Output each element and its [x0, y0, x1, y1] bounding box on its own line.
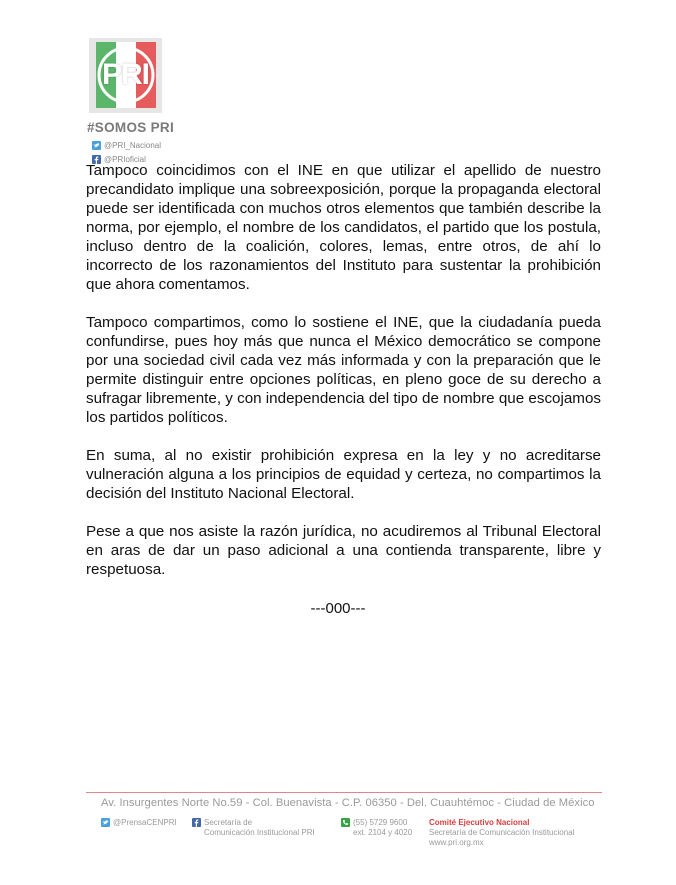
header-twitter: [92, 141, 161, 150]
footer-twitter: [101, 818, 177, 828]
footer-website: www.pri.org.mx: [429, 838, 484, 847]
paragraph-3: En suma, al no existir prohibición expresa en la ley y no acreditarse vulneración alguna a los principios de equidad y certeza, no compartimos la decisión del Instituto Nacional Electoral.: [86, 447, 601, 502]
footer-facebook: [192, 818, 315, 838]
phone-icon: [341, 818, 350, 827]
footer-organization: [429, 818, 574, 848]
hashtag: #SOMOS PRI: [87, 120, 175, 135]
paragraph-4: Pese a que nos asiste la razón jurídica, no acudiremos al Tribunal Electoral en aras de dar un paso adicional a una contienda transparente, libre y respetuosa.: [86, 523, 601, 578]
footer-org-name: Comité Ejecutivo Nacional: [429, 818, 530, 827]
paragraph-1: Tampoco coincidimos con el INE en que utilizar el apellido de nuestro precandidato implique una sobreexposición, porque la propaganda electoral puede ser identificada con muchos otros elementos que también describe la norma, por ejemplo, el nombre de los candidatos, el partido que los postula, incluso dentro de la coalición, colores, lemas, entre otros, de ahí lo incorrecto de los razonamientos del Instituto para sustentar la prohibición que ahora comentamos.: [86, 162, 601, 293]
twitter-icon: [92, 141, 101, 150]
footer-facebook-line1: Secretaría de: [204, 818, 253, 827]
paragraph-2: Tampoco compartimos, como lo sostiene el INE, que la ciudadanía pueda confundirse, pues hoy más que nunca el México democrático se compone por una sociedad civil cada vez más informada y con la preparación que le permite distinguir entre opciones políticas, en pleno goce de su derecho a sufragar libremente, y con independencia del tipo de nombre que escojamos los partidos políticos.: [86, 314, 602, 426]
logo-text: PRI: [101, 58, 149, 91]
pri-logo: [89, 38, 162, 113]
facebook-icon: [192, 818, 201, 827]
footer-facebook-line2: Comunicación Institucional PRI: [204, 828, 315, 837]
footer-phone-line2: ext. 2104 y 4020: [353, 828, 413, 837]
footer-phone-line1: (55) 5729 9600: [353, 818, 408, 827]
footer-org-dept: Secretaría de Comunicación Institucional: [429, 828, 575, 837]
footer-divider: [86, 792, 602, 793]
footer-twitter-handle: @PrensaCENPRI: [113, 818, 177, 827]
header-facebook-handle: @PRIoficial: [104, 155, 146, 164]
footer-address: Av. Insurgentes Norte No.59 - Col. Buenavista - C.P. 06350 - Del. Cuauhtémoc - Ciudad de México: [101, 797, 595, 809]
footer-phone: [341, 818, 412, 838]
twitter-icon: [101, 818, 110, 827]
end-separator: ---000---: [310, 600, 366, 617]
press-release-body: [86, 161, 601, 598]
header-twitter-handle: @PRI_Nacional: [104, 141, 162, 150]
